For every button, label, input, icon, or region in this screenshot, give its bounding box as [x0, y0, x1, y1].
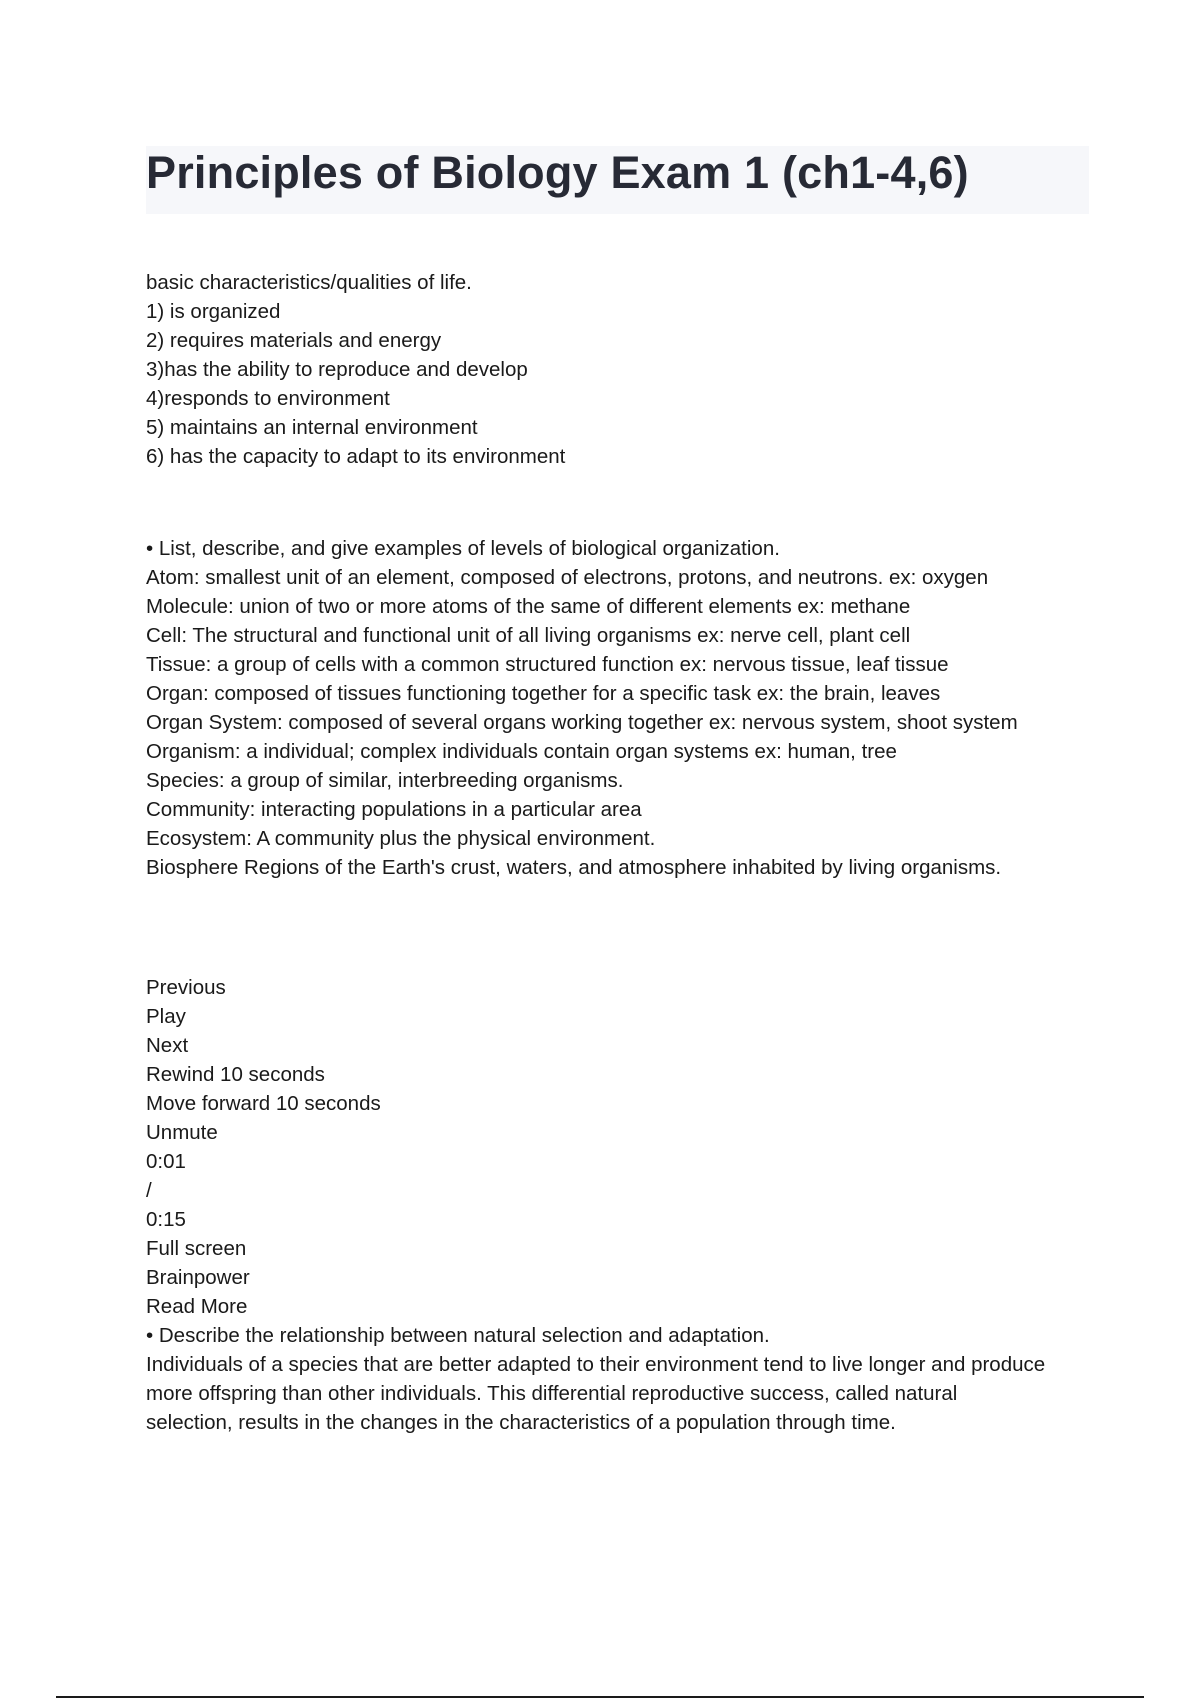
levels-question: • List, describe, and give examples of levels of biological organization.	[146, 537, 780, 560]
list-item: 3)has the ability to reproduce and develop	[146, 358, 528, 381]
list-item: 5) maintains an internal environment	[146, 416, 478, 439]
characteristics-section	[146, 268, 1106, 471]
document-title: Principles of Biology Exam 1 (ch1-4,6)	[146, 147, 969, 198]
brainpower-link[interactable]: Brainpower	[146, 1266, 250, 1289]
list-item: Atom: smallest unit of an element, composed of electrons, protons, and neutrons. ex: oxygen	[146, 566, 989, 589]
selection-answer: Individuals of a species that are better adapted to their environment tend to live longer and produce more offspring than other individuals. This differential reproductive success, called natural selection, results in the changes in the characteristics of a population through time.	[146, 1353, 1046, 1434]
list-item: 6) has the capacity to adapt to its environment	[146, 445, 566, 468]
time-separator: /	[146, 1179, 152, 1202]
list-item: Community: interacting populations in a particular area	[146, 798, 642, 821]
list-item: Cell: The structural and functional unit of all living organisms ex: nerve cell, plant cell	[146, 624, 911, 647]
characteristics-question: basic characteristics/qualities of life.	[146, 271, 472, 294]
selection-question: • Describe the relationship between natural selection and adaptation.	[146, 1324, 770, 1347]
footer-divider	[56, 1696, 1144, 1698]
current-time: 0:01	[146, 1150, 186, 1173]
list-item: Organ: composed of tissues functioning together for a specific task ex: the brain, leaves	[146, 682, 941, 705]
levels-section	[146, 534, 1106, 882]
list-item: 2) requires materials and energy	[146, 329, 442, 352]
list-item: Biosphere Regions of the Earth's crust, waters, and atmosphere inhabited by living organisms.	[146, 856, 1002, 879]
unmute-button[interactable]: Unmute	[146, 1121, 218, 1144]
list-item: Organism: a individual; complex individuals contain organ systems ex: human, tree	[146, 740, 897, 763]
next-button[interactable]: Next	[146, 1034, 189, 1057]
list-item: Organ System: composed of several organs working together ex: nervous system, shoot system	[146, 711, 1018, 734]
play-button[interactable]: Play	[146, 1005, 186, 1028]
list-item: Tissue: a group of cells with a common structured function ex: nervous tissue, leaf tissue	[146, 653, 949, 676]
read-more-link[interactable]: Read More	[146, 1295, 248, 1318]
forward-button[interactable]: Move forward 10 seconds	[146, 1092, 381, 1115]
video-player-controls	[146, 973, 1106, 1437]
rewind-button[interactable]: Rewind 10 seconds	[146, 1063, 325, 1086]
list-item: 1) is organized	[146, 300, 281, 323]
previous-button[interactable]: Previous	[146, 976, 226, 999]
list-item: Species: a group of similar, interbreeding organisms.	[146, 769, 624, 792]
list-item: 4)responds to environment	[146, 387, 390, 410]
list-item: Ecosystem: A community plus the physical environment.	[146, 827, 656, 850]
duration: 0:15	[146, 1208, 186, 1231]
fullscreen-button[interactable]: Full screen	[146, 1237, 247, 1260]
list-item: Molecule: union of two or more atoms of the same of different elements ex: methane	[146, 595, 911, 618]
